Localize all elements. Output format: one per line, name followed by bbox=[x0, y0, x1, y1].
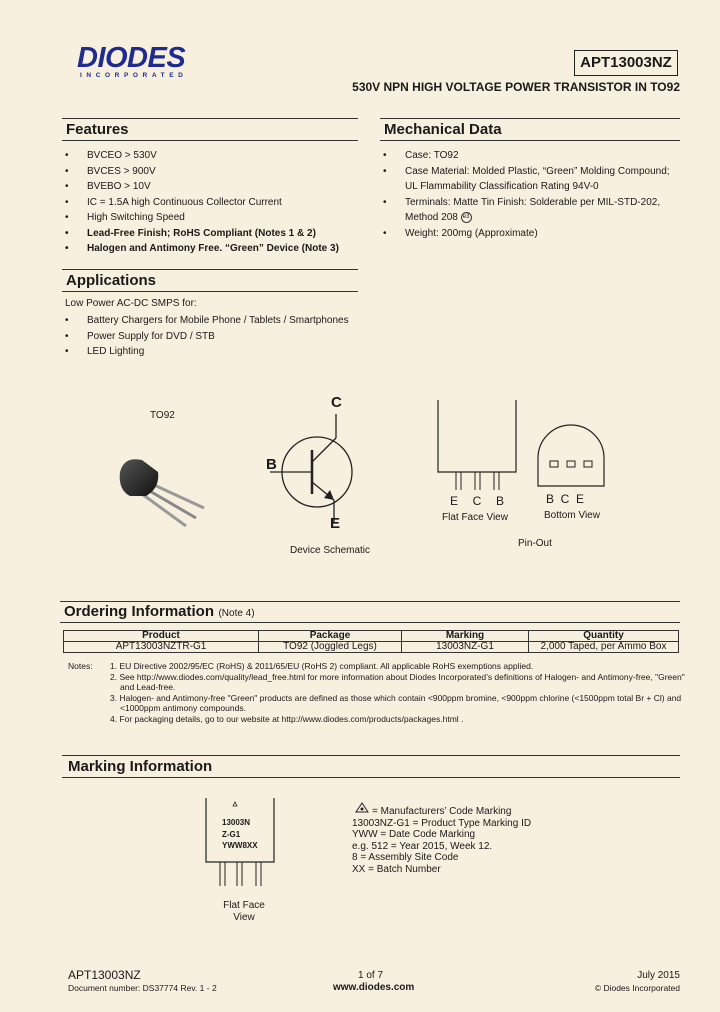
ordering-header-cell: Product bbox=[64, 631, 259, 642]
part-number-box: APT13003NZ bbox=[574, 50, 678, 76]
mechanical-item: • Case Material: Molded Plastic, “Green” Molding Compound; UL Flammability Classification Rating 94V-0 bbox=[383, 164, 683, 195]
package-label: TO92 bbox=[150, 410, 175, 421]
marking-legend bbox=[352, 806, 531, 875]
ordering-heading bbox=[64, 603, 255, 621]
applications-title: Applications bbox=[66, 272, 157, 289]
bottom-view-pins: B C E bbox=[546, 492, 585, 506]
marking-chip-line: YWW8XX bbox=[222, 841, 258, 850]
marking-legend-item: 8 = Assembly Site Code bbox=[352, 852, 459, 863]
note-item: 2. See http://www.diodes.com/quality/lead_free.html for more information about Diodes Incorporated’s definitions of Halogen- and Antimony-free, "Green" bbox=[110, 671, 685, 682]
notes-list bbox=[110, 661, 685, 724]
marking-legend-item: = Manufacturers’ Code Marking bbox=[372, 806, 512, 817]
mechanical-item: • Case: TO92 bbox=[383, 148, 683, 164]
bottom-view-label: Bottom View bbox=[544, 510, 600, 521]
application-item: • Battery Chargers for Mobile Phone / Tablets / Smartphones bbox=[65, 313, 375, 329]
ordering-cell: 13003NZ-G1 bbox=[402, 642, 529, 653]
note-item: 1. EU Directive 2002/95/EC (RoHS) & 2011/65/EU (RoHS 2) compliant. All applicable RoHS exemptions applied. bbox=[110, 661, 534, 671]
ordering-header-row bbox=[64, 631, 679, 642]
features-title: Features bbox=[66, 121, 129, 138]
footer-doc-number: Document number: DS37774 Rev. 1 - 2 bbox=[68, 983, 217, 993]
features-rule-bottom bbox=[62, 140, 358, 141]
flat-face-pins: E C B bbox=[450, 494, 505, 508]
pin-e-label: E bbox=[330, 515, 341, 532]
pin-b-label: B bbox=[266, 456, 277, 473]
table-row bbox=[64, 642, 679, 653]
ordering-cell: APT13003NZTR-G1 bbox=[64, 642, 259, 653]
mechanical-title: Mechanical Data bbox=[384, 121, 502, 138]
footer-website-link[interactable]: www.diodes.com bbox=[333, 982, 415, 993]
ordering-header-cell: Package bbox=[259, 631, 402, 642]
document-subtitle: 530V NPN HIGH VOLTAGE POWER TRANSISTOR IN TO92 bbox=[352, 80, 680, 94]
applications-rule-top bbox=[62, 269, 358, 270]
mechanical-item bbox=[383, 195, 683, 226]
pinout-label: Pin-Out bbox=[518, 538, 552, 549]
feature-item: • High Switching Speed bbox=[65, 210, 365, 226]
diodes-logo: DIODES bbox=[77, 42, 186, 74]
features-rule-top bbox=[62, 118, 358, 119]
bottom-view-diagram bbox=[534, 422, 608, 492]
e3-badge: e3 bbox=[461, 212, 472, 223]
marking-view-label-line: View bbox=[233, 912, 255, 923]
notes-label: Notes: bbox=[68, 661, 93, 671]
ordering-cell: 2,000 Taped, per Ammo Box bbox=[529, 642, 679, 653]
schematic-label: Device Schematic bbox=[290, 545, 371, 556]
footer-copyright: © Diodes Incorporated bbox=[594, 983, 680, 993]
marking-title: Marking Information bbox=[68, 758, 213, 775]
ordering-note-ref: (Note 4) bbox=[218, 608, 255, 619]
mechanical-rule-top bbox=[380, 118, 680, 119]
mechanical-item-text: Terminals: Matte Tin Finish: Solderable per MIL-STD-202, Method 208 bbox=[405, 196, 661, 223]
ordering-rule-bottom bbox=[60, 622, 680, 623]
mechanical-rule-bottom bbox=[380, 140, 680, 141]
footer-date: July 2015 bbox=[637, 970, 680, 981]
ordering-title: Ordering Information bbox=[64, 603, 214, 620]
feature-item: • IC = 1.5A high Continuous Collector Current bbox=[65, 195, 365, 211]
ordering-table bbox=[63, 630, 679, 653]
marking-view-label-line: Flat Face bbox=[223, 900, 265, 911]
logo-subtitle: INCORPORATED bbox=[80, 72, 188, 79]
ordering-cell: TO92 (Joggled Legs) bbox=[259, 642, 402, 653]
ordering-header-cell: Marking bbox=[402, 631, 529, 642]
marking-legend-item: YWW = Date Code Marking bbox=[352, 829, 476, 840]
marking-chip-line: Z-G1 bbox=[222, 829, 241, 839]
marking-legend-item: e.g. 512 = Year 2015, Week 12. bbox=[352, 840, 493, 852]
note-item: and Lead-free. bbox=[120, 682, 176, 692]
to92-package-image bbox=[112, 450, 212, 530]
marking-chip-line: 13003N bbox=[222, 818, 251, 827]
footer-part-number: APT13003NZ bbox=[68, 968, 141, 982]
flat-face-view-diagram bbox=[436, 398, 518, 494]
note-item: <1000ppm antimony compounds. bbox=[120, 703, 246, 713]
ordering-rule-top bbox=[60, 601, 680, 602]
feature-item: • BVCES > 900V bbox=[65, 164, 365, 180]
marking-view-label bbox=[222, 900, 266, 924]
note-item: 3. Halogen- and Antimony-free "Green" products are defined as those which contain <900ppm bromine, <900ppm chlorine (<1500ppm total Br + Cl) and bbox=[110, 692, 682, 703]
device-schematic bbox=[262, 392, 372, 537]
note-item: 4. For packaging details, go to our website at http://www.diodes.com/products/packages.html . bbox=[110, 713, 464, 724]
mechanical-list bbox=[383, 148, 683, 241]
marking-rule-top bbox=[62, 755, 680, 756]
feature-item: • Halogen and Antimony Free. “Green” Device (Note 3) bbox=[65, 241, 365, 257]
pin-c-label: C bbox=[331, 394, 342, 411]
feature-item: • BVCEO > 530V bbox=[65, 148, 365, 164]
mechanical-item: • Weight: 200mg (Approximate) bbox=[383, 226, 683, 242]
marking-chip-text bbox=[222, 817, 258, 852]
marking-legend-item: 13003NZ-G1 = Product Type Marking ID bbox=[352, 817, 532, 829]
feature-item: • BVEBO > 10V bbox=[65, 179, 365, 195]
applications-intro: Low Power AC-DC SMPS for: bbox=[65, 298, 197, 309]
marking-legend-item: XX = Batch Number bbox=[352, 863, 441, 875]
features-list bbox=[65, 148, 365, 257]
flat-face-label: Flat Face View bbox=[442, 512, 508, 523]
ordering-header-cell: Quantity bbox=[529, 631, 679, 642]
application-item: • LED Lighting bbox=[65, 344, 375, 360]
feature-item: • Lead-Free Finish; RoHS Compliant (Notes 1 & 2) bbox=[65, 226, 365, 242]
marking-rule-bottom bbox=[62, 777, 680, 778]
applications-rule-bottom bbox=[62, 291, 358, 292]
applications-list bbox=[65, 313, 375, 360]
footer-page-number: 1 of 7 bbox=[358, 970, 384, 981]
application-item: • Power Supply for DVD / STB bbox=[65, 329, 375, 345]
